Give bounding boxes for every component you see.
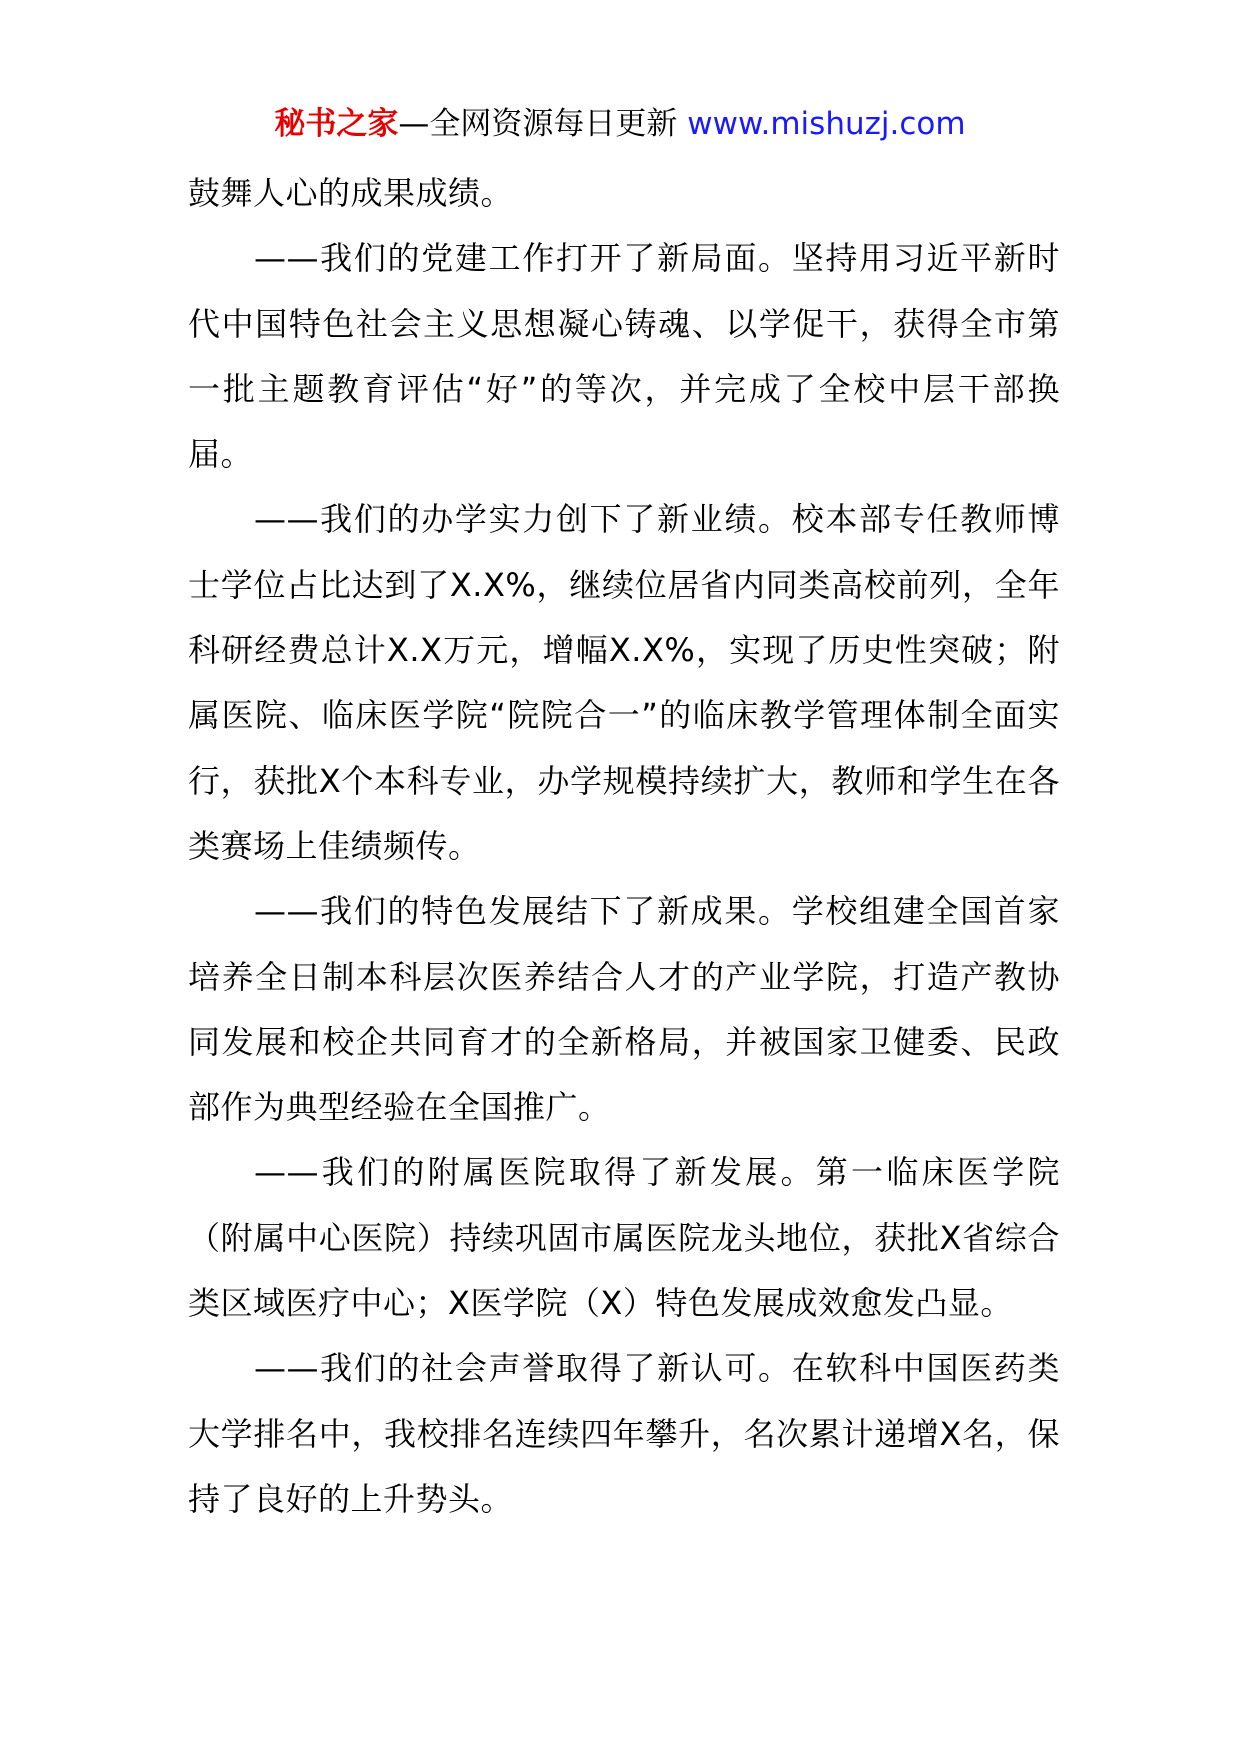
paragraph-continuation: 鼓舞人心的成果成绩。	[188, 174, 514, 212]
paragraph-party-building: ——我们的党建工作打开了新局面。坚持用习近平新时代中国特色社会主义思想凝心铸魂、以学促干，获得全市第一批主题教育评估“好”的等次，并完成了全校中层干部换届。	[188, 239, 1060, 474]
paragraph-social-reputation: ——我们的社会声誉取得了新认可。在软科中国医药类大学排名中，我校排名连续四年攀升，名次累计递增X名，保持了良好的上升势头。	[188, 1349, 1060, 1518]
paragraph-school-strength: ——我们的办学实力创下了新业绩。校本部专任教师博士学位占比达到了X.X%，继续位居省内同类高校前列，全年科研经费总计X.X万元，增幅X.X%，实现了历史性突破；附属医院、临床医学院“院院合一”的临床教学管理体制全面实行，获批X个本科专业，办学规模持续扩大，教师和学生在各类赛场上佳绩频传。	[188, 500, 1060, 865]
paragraph-characteristic-development: ——我们的特色发展结下了新成果。学校组建全国首家培养全日制本科层次医养结合人才的产业学院，打造产教协同发展和校企共同育才的全新格局，并被国家卫健委、民政部作为典型经验在全国推广。	[188, 892, 1060, 1127]
header-tagline: —全网资源每日更新	[398, 106, 688, 142]
site-url-link[interactable]: www.mishuzj.com	[687, 106, 966, 142]
paragraph-affiliated-hospital: ——我们的附属医院取得了新发展。第一临床医学院（附属中心医院）持续巩固市属医院龙头地位，获批X省综合类区域医疗中心；X医学院（X）特色发展成效愈发凸显。	[188, 1153, 1060, 1323]
brand-name: 秘书之家	[274, 106, 399, 142]
site-header	[0, 102, 1240, 146]
document-body	[188, 161, 1060, 1532]
